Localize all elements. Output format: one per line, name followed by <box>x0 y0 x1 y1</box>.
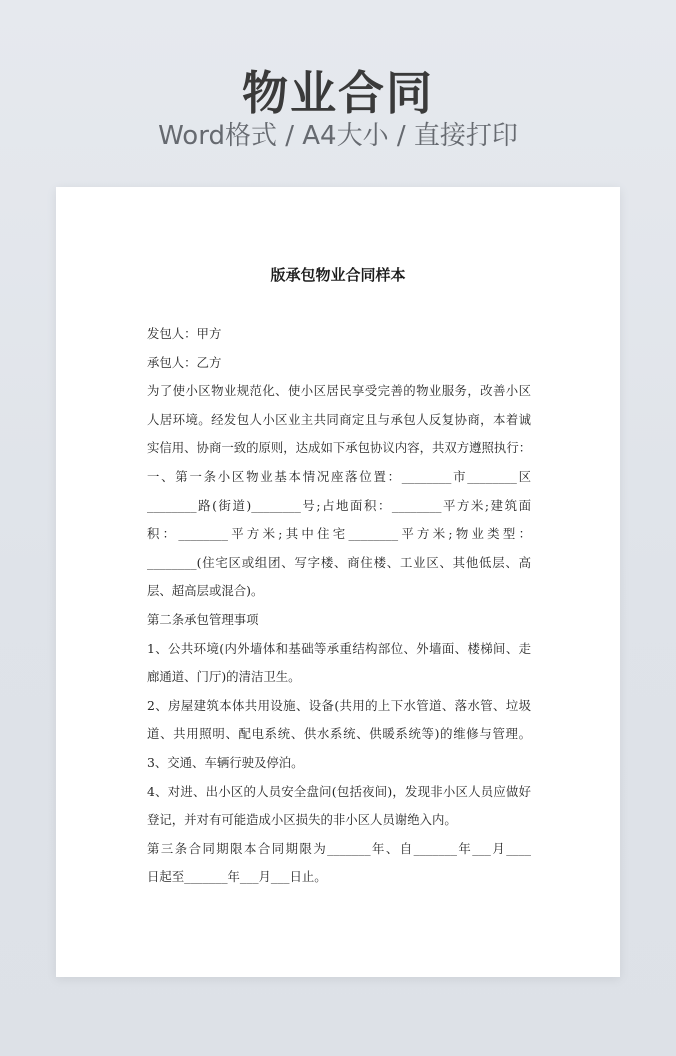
document-line: 第三条合同期限本合同期限为_______年、自_______年___月____ <box>147 840 531 856</box>
document-line: 4、对进、出小区的人员安全盘问(包括夜间)，发现非小区人员应做好 <box>147 783 531 799</box>
document-line: 一、第一条小区物业基本情况座落位置：________市________区 <box>147 468 531 484</box>
document-line: 人居环境。经发包人小区业主共同商定且与承包人反复协商，本着诚 <box>147 411 531 427</box>
page-title: 物业合同 <box>242 66 434 120</box>
document-line: 廊通道、门厅)的清洁卫生。 <box>147 669 301 685</box>
document-page <box>56 187 620 977</box>
document-line: 2、房屋建筑本体共用设施、设备(共用的上下水管道、落水管、垃圾 <box>147 697 531 713</box>
document-line: 积：________平方米;其中住宅________平方米;物业类型： <box>147 526 531 542</box>
document-line: 为了使小区物业规范化、使小区居民享受完善的物业服务，改善小区 <box>147 383 531 399</box>
document-line: 第二条承包管理事项 <box>147 611 259 627</box>
document-title: 版承包物业合同样本 <box>270 266 406 284</box>
page-subtitle: Word格式 / A4大小 / 直接打印 <box>158 121 518 151</box>
document-line: 3、交通、车辆行驶及停泊。 <box>147 754 304 770</box>
document-line: 层、超高层或混合)。 <box>147 583 264 599</box>
document-line: ________(住宅区或组团、写字楼、商住楼、工业区、其他低层、高 <box>147 554 531 570</box>
document-line: 道、共用照明、配电系统、供水系统、供暖系统等)的维修与管理。 <box>147 726 531 742</box>
document-line: 发包人：甲方 <box>147 326 222 341</box>
document-line: 1、公共环境(内外墙体和基础等承重结构部位、外墙面、楼梯间、走 <box>147 640 531 656</box>
document-line: 承包人：乙方 <box>147 354 222 370</box>
document-line: 日起至_______年___月___日止。 <box>147 869 327 885</box>
document-line: 实信用、协商一致的原则，达成如下承包协议内容，共双方遵照执行： <box>147 440 531 456</box>
document-body <box>147 320 531 892</box>
document-line: 登记，并对有可能造成小区损失的非小区人员谢绝入内。 <box>147 812 457 828</box>
document-line: ________路(街道)________号;占地面积：________平方米;建筑面 <box>147 497 531 513</box>
